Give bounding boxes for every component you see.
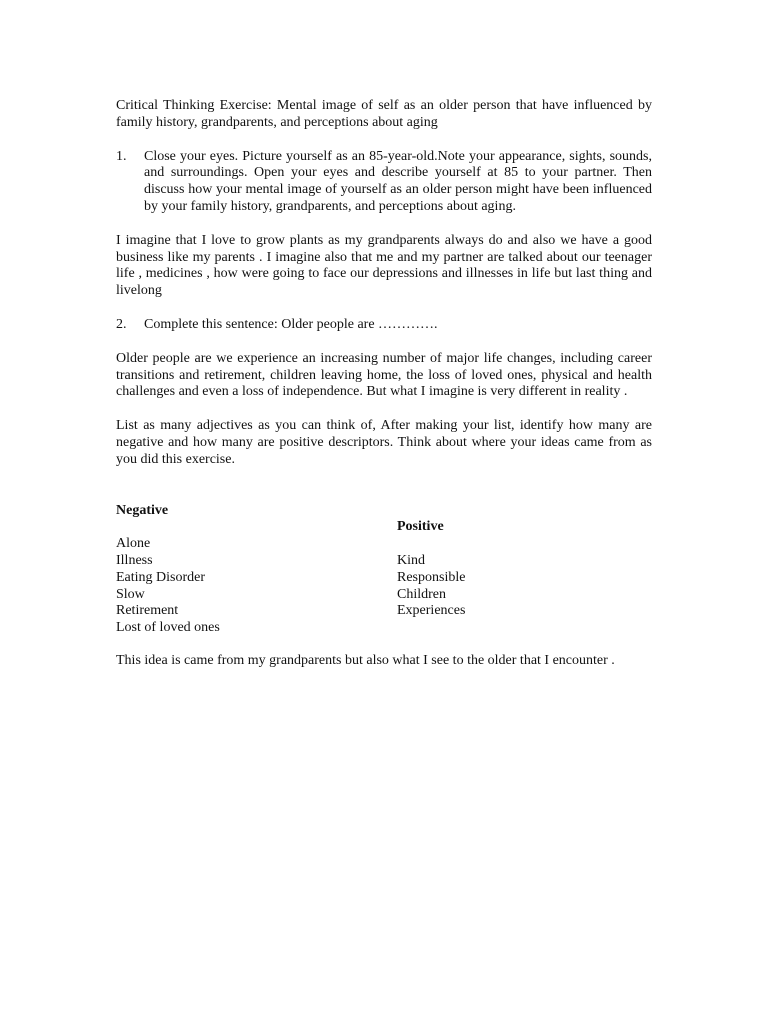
spacer (116, 401, 652, 418)
instructions: List as many adjectives as you can think of, After making your list, identify how many are negative and how many are positive descriptors. Think about where your ideas came from as you did this exercise. (116, 418, 652, 467)
question-1-number: 1. (116, 148, 127, 164)
document-page (116, 98, 652, 669)
spacer (116, 334, 652, 351)
spacer (397, 536, 652, 553)
spacer (116, 216, 652, 233)
positive-item: Children (397, 586, 446, 602)
conclusion: This idea is came from my grandparents but also what I see to the older that I encounter . (116, 652, 615, 668)
question-1-text: Close your eyes. Picture yourself as an 85-year-old.Note your appearance, sights, sounds, and surroundings. Open your eyes and describe yourself at 85 to your partner. Then discuss how your mental image of yourself as an older person might have been influenced by your family history, grandparents, and perceptions about aging. (144, 148, 652, 214)
question-2 (116, 317, 652, 334)
negative-heading: Negative (116, 502, 169, 518)
question-2-text: Complete this sentence: Older people are …………. (144, 316, 438, 332)
negative-item: Alone (116, 536, 151, 552)
spacer (397, 503, 652, 520)
positive-list (397, 553, 652, 620)
question-1 (116, 149, 652, 216)
question-2-number: 2. (116, 316, 127, 332)
positive-column (397, 503, 652, 621)
negative-item: Illness (116, 552, 153, 568)
negative-item: Slow (116, 586, 145, 602)
negative-item: Eating Disorder (116, 569, 206, 585)
spacer (116, 132, 652, 149)
negative-item: Lost of loved ones (116, 620, 220, 636)
positive-item: Responsible (397, 569, 466, 585)
spacer (116, 519, 386, 536)
negative-list (116, 536, 386, 637)
answer-1: I imagine that I love to grow plants as my grandparents always do and also we have a good business like my parents . I imagine also that me and my partner are talked about our teenager life , medicines , how were going to face our depressions and illnesses in life but last thing and livelong (116, 232, 652, 299)
spacer (116, 469, 652, 503)
positive-item: Kind (397, 552, 425, 568)
negative-item: Retirement (116, 603, 179, 619)
answer-2: Older people are we experience an increasing number of major life changes, including career transitions and retirement, children leaving home, the loss of loved ones, physical and health challenges and even a loss of independence. But what I imagine is very different in reality . (116, 350, 652, 400)
exercise-title: Critical Thinking Exercise: Mental image of self as an older person that have influenced by family history, grandparents, and perceptions about aging (116, 98, 652, 130)
positive-heading: Positive (397, 519, 444, 535)
adjective-columns (116, 503, 652, 653)
positive-item: Experiences (397, 603, 466, 619)
negative-column (116, 503, 386, 637)
spacer (116, 300, 652, 317)
